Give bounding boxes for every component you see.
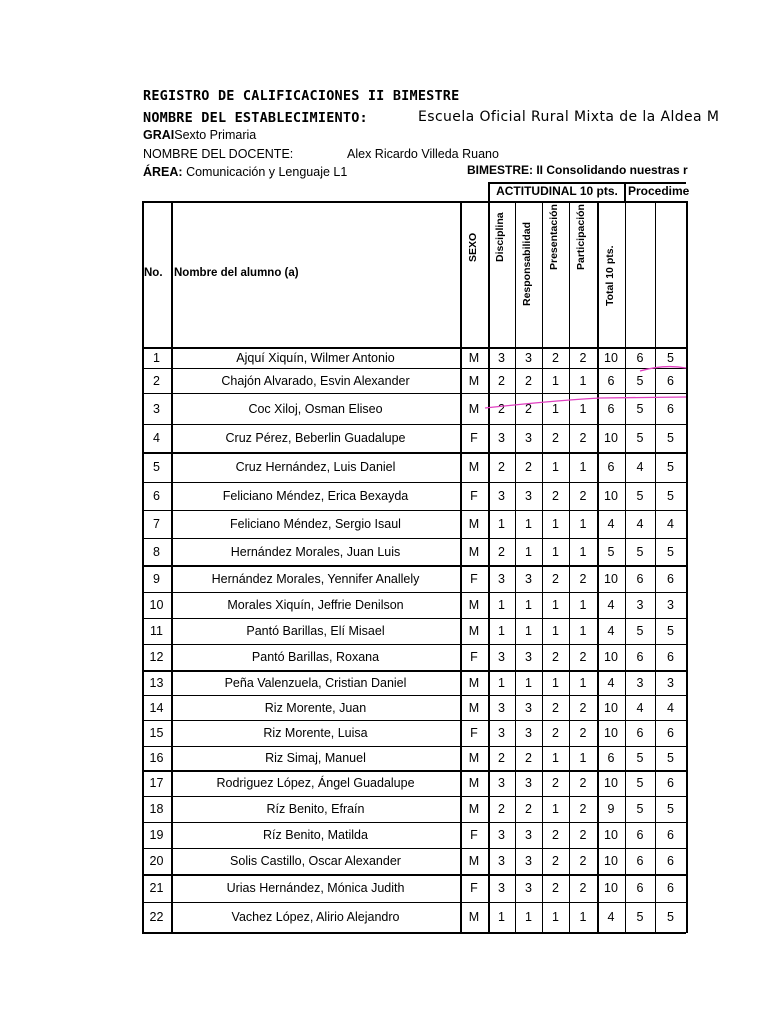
document-title: REGISTRO DE CALIFICACIONES II BIMESTRE [143, 88, 460, 104]
grade-cell: 1 [498, 598, 505, 612]
row-number: 15 [149, 726, 164, 740]
grade-cell: M [468, 676, 480, 690]
student-name: Solis Castillo, Oscar Alexander [230, 854, 401, 868]
grade-cell: 4 [607, 910, 615, 924]
grade-cell: 1 [579, 598, 587, 612]
grade-cell: 3 [498, 701, 505, 715]
grade-cell: F [470, 828, 478, 842]
grade-cell: 5 [667, 460, 674, 474]
column-header-sexo: SEXO [467, 232, 479, 262]
student-name: Feliciano Méndez, Erica Bexayda [222, 489, 409, 503]
grade-cell: 6 [667, 374, 674, 388]
student-name: Chajón Alvarado, Esvin Alexander [221, 374, 410, 388]
column-header-participacion: Participación [575, 204, 587, 270]
grade-cell: 5 [636, 910, 644, 924]
establishment-value: Escuela Oficial Rural Mixta de la Aldea M [418, 109, 720, 125]
grade-cell: 1 [579, 517, 587, 531]
grade-cell: 2 [552, 881, 559, 895]
grade-cell: 5 [636, 431, 644, 445]
grade-cell: M [468, 402, 480, 416]
grade-cell: 5 [607, 545, 615, 559]
grade-cell: F [470, 431, 478, 445]
grade-cell: 1 [525, 910, 532, 924]
grade-cell: M [468, 351, 480, 365]
grade-cell: 2 [498, 460, 505, 474]
grade-cell: 1 [552, 517, 559, 531]
grade-cell: 6 [607, 460, 615, 474]
grade-cell: F [470, 489, 478, 503]
grade-cell: 2 [525, 460, 532, 474]
student-name: Rodriguez López, Ángel Guadalupe [216, 776, 415, 790]
grade-cell: 6 [636, 881, 644, 895]
row-number: 19 [149, 828, 164, 842]
row-number: 4 [153, 431, 160, 445]
grade-cell: 1 [552, 460, 559, 474]
grade-cell: 3 [498, 828, 505, 842]
grade-cell: 2 [579, 431, 587, 445]
row-number: 7 [153, 517, 160, 531]
grade-cell: 6 [636, 351, 644, 365]
grade-cell: 9 [607, 802, 615, 816]
grade-cell: 4 [636, 460, 644, 474]
grade-cell: 5 [636, 751, 644, 765]
grade-cell: 6 [636, 726, 644, 740]
establishment-label: NOMBRE DEL ESTABLECIMIENTO: [143, 110, 368, 126]
grade-cell: 2 [579, 881, 587, 895]
grade-cell: 3 [498, 726, 505, 740]
column-header-presentacion: Presentación [548, 204, 560, 270]
grade-cell: 3 [498, 489, 505, 503]
grade-cell: 2 [525, 802, 532, 816]
row-number: 13 [149, 676, 164, 690]
grade-cell: 3 [498, 351, 505, 365]
row-number: 16 [149, 751, 164, 765]
grade-cell: 2 [525, 751, 532, 765]
grade-cell: 1 [525, 517, 532, 531]
column-header-disciplina: Disciplina [494, 212, 506, 262]
grade-cell: 2 [552, 572, 559, 586]
grade-cell: 1 [552, 802, 559, 816]
grade-cell: 1 [498, 676, 505, 690]
student-name: Cruz Pérez, Beberlin Guadalupe [225, 431, 406, 445]
row-number: 8 [153, 545, 160, 559]
column-header-total: Total 10 pts. [604, 245, 616, 306]
grade-cell: 2 [579, 776, 587, 790]
grade-cell: 3 [525, 650, 532, 664]
student-name: Urias Hernández, Mónica Judith [226, 881, 405, 895]
grade-cell: 3 [525, 776, 532, 790]
grade-cell: 2 [579, 351, 587, 365]
grade-cell: 10 [604, 650, 618, 664]
teacher-value: Alex Ricardo Villeda Ruano [347, 147, 499, 161]
grade-cell: 5 [667, 802, 674, 816]
grade-cell: 10 [604, 881, 618, 895]
grade-cell: 1 [525, 545, 532, 559]
student-name: Riz Morente, Juan [264, 701, 367, 715]
grade-cell: 6 [636, 572, 644, 586]
grade-cell: 5 [636, 489, 644, 503]
grade-cell: 3 [498, 572, 505, 586]
grade-cell: 10 [604, 701, 618, 715]
grade-cell: 2 [579, 650, 587, 664]
grade-cell: 5 [636, 802, 644, 816]
grade-cell: 2 [525, 402, 532, 416]
grade-cell: M [468, 776, 480, 790]
annotation-stroke [640, 367, 686, 371]
grade-cell: M [468, 910, 480, 924]
grade-cell: 3 [525, 431, 532, 445]
grade-cell: 6 [636, 650, 644, 664]
grade-cell: M [468, 701, 480, 715]
grade-cell: M [468, 802, 480, 816]
grade-cell: 5 [636, 545, 644, 559]
grade-cell: 10 [604, 776, 618, 790]
grade-cell: 1 [498, 624, 505, 638]
grade-cell: 1 [552, 676, 559, 690]
grade-cell: 1 [525, 624, 532, 638]
grade-cell: 1 [579, 374, 587, 388]
grade-cell: 2 [552, 828, 559, 842]
grade-cell: 2 [498, 402, 505, 416]
grade-cell: M [468, 545, 480, 559]
grade-cell: 10 [604, 726, 618, 740]
student-name: Ajquí Xiquín, Wilmer Antonio [236, 351, 395, 365]
row-number: 22 [149, 910, 164, 924]
grade-cell: M [468, 598, 480, 612]
grade-cell: M [468, 460, 480, 474]
grade-cell: 4 [607, 624, 615, 638]
student-name: Morales Xiquín, Jeffrie Denilson [227, 598, 404, 612]
row-number: 5 [153, 460, 160, 474]
grade-cell: 6 [667, 828, 674, 842]
student-name: Pantó Barillas, Roxana [251, 650, 380, 664]
grade-cell: 2 [579, 489, 587, 503]
grade-cell: 4 [636, 701, 644, 715]
grade-cell: 3 [636, 598, 644, 612]
grade-cell: 6 [667, 572, 674, 586]
grade-cell: 3 [498, 650, 505, 664]
row-number: 20 [149, 854, 164, 868]
grade-cell: 3 [498, 431, 505, 445]
grade-cell: 2 [498, 802, 505, 816]
column-header-no: No. [144, 267, 163, 279]
row-number: 6 [153, 489, 160, 503]
area-label: ÁREA: [143, 165, 183, 179]
student-name: Riz Morente, Luisa [263, 726, 368, 740]
grade-cell: F [470, 650, 478, 664]
grade-cell: 6 [667, 726, 674, 740]
grade-cell: 1 [579, 910, 587, 924]
grade-cell: 1 [552, 910, 559, 924]
grade-cell: 5 [636, 624, 644, 638]
grade-cell: 6 [667, 881, 674, 895]
group-actitudinal: ACTITUDINAL 10 pts. [496, 184, 618, 198]
grade-cell: 2 [579, 701, 587, 715]
grade-cell: 2 [579, 802, 587, 816]
student-name: Peña Valenzuela, Cristian Daniel [224, 676, 407, 690]
grade-cell: 2 [579, 854, 587, 868]
annotation-stroke [485, 397, 686, 408]
grade-cell: 1 [552, 402, 559, 416]
grade-cell: 1 [579, 402, 587, 416]
row-number: 3 [153, 402, 160, 416]
grade-cell: 4 [607, 598, 615, 612]
grade-cell: 5 [636, 374, 644, 388]
grade-cell: 1 [525, 598, 532, 612]
grade-cell: 2 [579, 828, 587, 842]
grade-cell: 6 [636, 828, 644, 842]
grade-cell: 2 [525, 374, 532, 388]
grade-cell: 1 [552, 624, 559, 638]
grade-cell: 3 [525, 572, 532, 586]
grade-cell: 3 [636, 676, 644, 690]
grade-cell: 6 [607, 402, 615, 416]
grade-cell: 3 [525, 489, 532, 503]
grade-cell: F [470, 726, 478, 740]
grade-cell: 2 [579, 726, 587, 740]
grade-cell: 6 [636, 854, 644, 868]
grade-cell: 3 [498, 776, 505, 790]
grade-cell: 5 [667, 910, 674, 924]
grade-cell: 10 [604, 572, 618, 586]
grade-cell: 5 [667, 545, 674, 559]
grade-cell: 2 [552, 854, 559, 868]
grade-cell: 10 [604, 431, 618, 445]
row-number: 21 [149, 881, 164, 895]
grade-cell: 4 [667, 517, 674, 531]
student-name: Coc Xiloj, Osman Eliseo [248, 402, 383, 416]
bimestre-label: BIMESTRE: II Consolidando nuestras r [467, 163, 688, 177]
student-name: Feliciano Méndez, Sergio Isaul [230, 517, 401, 531]
grade-cell: 6 [667, 402, 674, 416]
area-value: Comunicación y Lenguaje L1 [186, 165, 348, 179]
grade-cell: M [468, 624, 480, 638]
grade-cell: 2 [552, 701, 559, 715]
grade-cell: 5 [667, 751, 674, 765]
grade-cell: 2 [498, 545, 505, 559]
grade-cell: 4 [607, 676, 615, 690]
grade-cell: F [470, 881, 478, 895]
row-number: 9 [153, 572, 160, 586]
grade-cell: 5 [667, 624, 674, 638]
grade-cell: 4 [667, 701, 674, 715]
grade-cell: 5 [667, 351, 674, 365]
grade-cell: 1 [579, 676, 587, 690]
grade-cell: M [468, 854, 480, 868]
group-procedimental: Procedime [628, 184, 690, 198]
grade-cell: 1 [579, 624, 587, 638]
grade-cell: 1 [579, 460, 587, 474]
grade-cell: 3 [525, 881, 532, 895]
grade-cell: 2 [552, 726, 559, 740]
grade-cell: 1 [498, 910, 505, 924]
grade-cell: 10 [604, 854, 618, 868]
grade-cell: 3 [525, 828, 532, 842]
grade-cell: 1 [552, 374, 559, 388]
student-name: Hernández Morales, Juan Luis [230, 545, 401, 559]
grade-cell: 10 [604, 489, 618, 503]
grade-cell: 2 [579, 572, 587, 586]
grade-cell: 2 [498, 751, 505, 765]
grade-cell: 1 [579, 751, 587, 765]
grade-cell: 2 [552, 431, 559, 445]
grade-cell: 6 [667, 650, 674, 664]
row-number: 10 [149, 598, 164, 612]
row-number: 2 [153, 374, 160, 388]
grade-cell: M [468, 374, 480, 388]
column-header-name: Nombre del alumno (a) [174, 267, 299, 279]
grade-cell: 3 [525, 701, 532, 715]
grade-cell: 6 [667, 854, 674, 868]
grade-cell: 4 [636, 517, 644, 531]
student-name: Vachez López, Alirio Alejandro [231, 910, 400, 924]
student-name: Ríz Benito, Matilda [263, 828, 368, 842]
grade-cell: 10 [604, 351, 618, 365]
grade-cell: 3 [525, 854, 532, 868]
student-name: Hernández Morales, Yennifer Anallely [211, 572, 420, 586]
student-name: Cruz Hernández, Luis Daniel [235, 460, 396, 474]
grade-value: Sexto Primaria [174, 128, 257, 142]
grade-label: GRAI [143, 128, 175, 142]
grade-cell: 3 [525, 726, 532, 740]
grade-cell: 3 [498, 854, 505, 868]
grade-cell: F [470, 572, 478, 586]
grade-cell: 5 [667, 489, 674, 503]
student-name: Riz Simaj, Manuel [265, 751, 366, 765]
row-number: 1 [153, 351, 160, 365]
row-number: 12 [149, 650, 164, 664]
grade-cell: M [468, 751, 480, 765]
grade-cell: 3 [667, 676, 674, 690]
grade-cell: 2 [552, 650, 559, 664]
grade-cell: 6 [607, 751, 615, 765]
grade-cell: 6 [607, 374, 615, 388]
grade-cell: M [468, 517, 480, 531]
grade-cell: 4 [607, 517, 615, 531]
grade-cell: 1 [579, 545, 587, 559]
student-name: Pantó Barillas, Elí Misael [246, 624, 385, 638]
grade-cell: 5 [636, 402, 644, 416]
grade-cell: 3 [498, 881, 505, 895]
grade-cell: 2 [552, 489, 559, 503]
grade-cell: 2 [498, 374, 505, 388]
grade-cell: 3 [525, 351, 532, 365]
grade-cell: 1 [525, 676, 532, 690]
teacher-label: NOMBRE DEL DOCENTE: [143, 147, 294, 161]
grade-cell: 2 [552, 776, 559, 790]
row-number: 18 [149, 802, 164, 816]
grade-cell: 1 [552, 545, 559, 559]
row-number: 11 [150, 624, 163, 638]
grade-cell: 1 [552, 751, 559, 765]
column-header-responsabilidad: Responsabilidad [521, 221, 533, 306]
grade-cell: 3 [667, 598, 674, 612]
grade-cell: 2 [552, 351, 559, 365]
row-number: 17 [149, 776, 164, 790]
grade-cell: 1 [498, 517, 505, 531]
grade-cell: 5 [636, 776, 644, 790]
grade-cell: 5 [667, 431, 674, 445]
student-name: Ríz Benito, Efraín [266, 802, 365, 816]
grade-cell: 1 [552, 598, 559, 612]
grade-cell: 6 [667, 776, 674, 790]
grade-cell: 10 [604, 828, 618, 842]
row-number: 14 [149, 701, 164, 715]
